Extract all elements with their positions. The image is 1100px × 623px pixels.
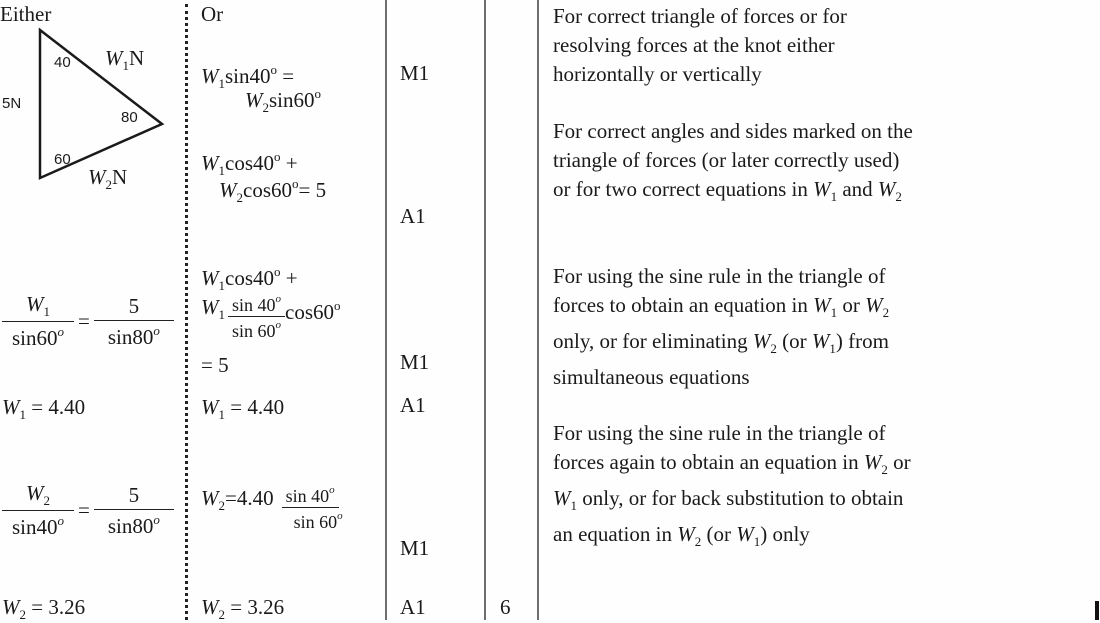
mark-a1-w2: A1 — [400, 595, 426, 619]
marks-total-divider — [484, 0, 486, 620]
note-angles-sides: For correct angles and sides marked on the triangle of forces (or later correctly used) or for two correct equations in $W_1$ and $W_2$ — [553, 119, 913, 204]
side-w2-label: $W_2N$ — [88, 165, 128, 192]
side-5n-label: 5N — [2, 95, 22, 112]
either-w2-result: $W_2 = 3.26$ — [2, 595, 86, 622]
mark-m1-sine-rule: M1 — [400, 350, 430, 374]
or-eliminate-line2: $W_1$ $\frac{\sin 40^o}{\sin 60^o}$ cos60$^o$ — [201, 293, 341, 341]
or-marks-divider — [385, 0, 387, 620]
or-horizontal-eq-line2: $W_2\sin 60^o$ — [245, 86, 322, 115]
note-resolve-forces: For correct triangle of forces or for resolving forces at the knot either horizontally or vertically — [553, 4, 847, 86]
page-edge-mark — [1095, 601, 1099, 620]
mark-m1-resolve: M1 — [400, 61, 430, 85]
total-notes-divider — [537, 0, 539, 620]
or-label: Or — [201, 2, 224, 26]
either-label: Either — [0, 2, 52, 26]
either-sine-rule-w2: $\frac{W_2}{\sin 40^o}$ = $\frac{5}{\sin 80^o}$ — [2, 483, 174, 538]
side-w1-label: $W_1N$ — [105, 46, 145, 73]
or-eliminate-line1: $W_1\cos 40^o$ + — [201, 264, 298, 293]
angle-80-label: 80 — [121, 109, 138, 126]
either-w1-result: $W_1 = 4.40$ — [2, 395, 86, 422]
or-w2-substitution: $W_2=4.40$ $\frac{\sin 40^o}{\sin 60^o}$ — [201, 484, 343, 532]
angle-60-label: 60 — [54, 151, 71, 168]
angle-40-label: 40 — [54, 54, 71, 71]
mark-a1-equations: A1 — [400, 204, 426, 228]
or-w1-result: $W_1 = 4.40$ — [201, 395, 285, 422]
total-marks: 6 — [500, 595, 511, 619]
mark-a1-w1: A1 — [400, 393, 426, 417]
or-horizontal-eq-line1: $W_1\sin 40^o$ = — [201, 62, 295, 91]
or-eliminate-line3: = 5 — [201, 353, 229, 377]
either-or-divider — [185, 4, 188, 620]
either-sine-rule-w1: $\frac{W_1}{\sin 60^o}$ = $\frac{5}{\sin 80^o}$ — [2, 294, 174, 349]
or-vertical-eq-line2: $W_2\cos 60^o= 5$ — [219, 176, 327, 205]
note-sine-rule-w1: For using the sine rule in the triangle of forces to obtain an equation in $W_1$ or $W_2$ only, or for eliminating $W_2$ (or $W_1$) from simultaneous equations — [553, 264, 890, 389]
mark-m1-back-sub: M1 — [400, 536, 430, 560]
note-sine-rule-w2: For using the sine rule in the triangle of forces again to obtain an equation in $W_2$ or $W_1$ only, or for back substitution to obtain an equation in $W_2$ (or $W_1$) only — [553, 421, 911, 549]
or-w2-result: $W_2 = 3.26$ — [201, 595, 285, 622]
or-vertical-eq-line1: $W_1\cos 40^o$ + — [201, 149, 298, 178]
